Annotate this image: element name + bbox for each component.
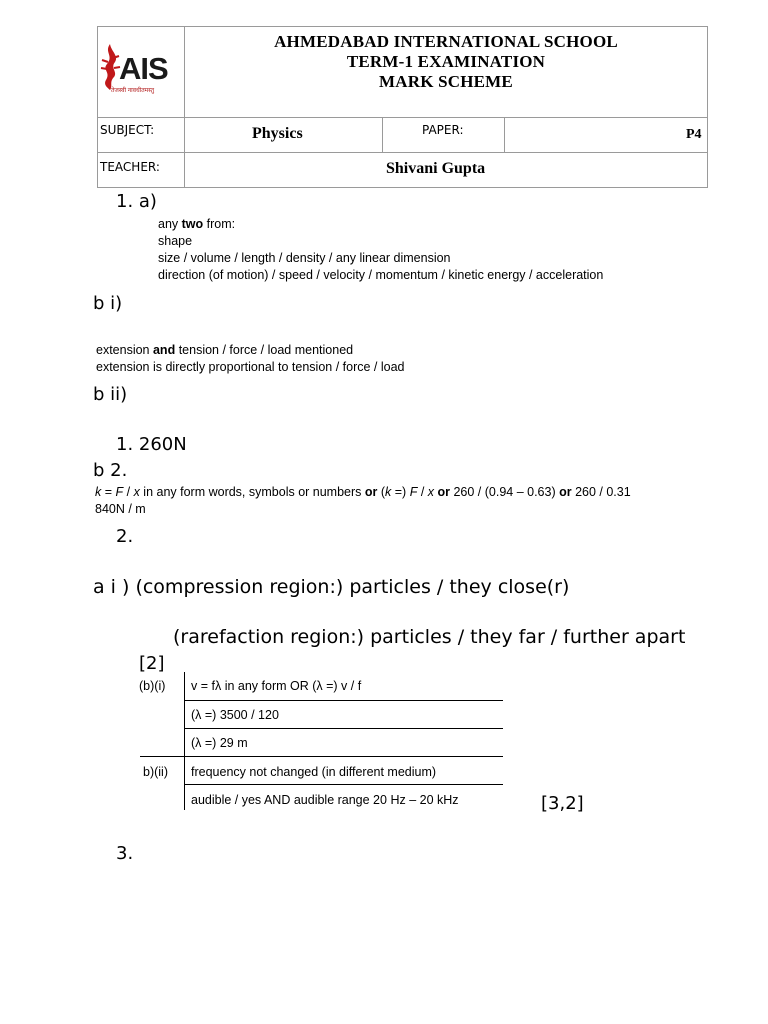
table-row: audible / yes AND audible range 20 Hz – 20 kHz (191, 793, 459, 807)
header-divider (504, 117, 505, 152)
header-divider (97, 117, 708, 118)
exam-title: TERM-1 EXAMINATION (346, 52, 546, 71)
table-row: v = fλ in any form OR (λ =) v / f (191, 679, 362, 693)
table-row-label: b)(ii) (143, 765, 168, 779)
q2ai-answer: a i ) (compression region:) particles / they close(r) (93, 576, 570, 598)
teacher-value: Shivani Gupta (386, 160, 486, 177)
table-row: frequency not changed (in different medium) (191, 765, 437, 779)
table-divider (184, 700, 503, 701)
q1a-line: direction (of motion) / speed / velocity / momentum / kinetic energy / acceleration (158, 268, 604, 282)
q1b2-line: 840N / m (95, 502, 146, 516)
logo-tagline: तेजस्वी नावधीतमस्तु (111, 88, 154, 94)
q1a-heading: 1. a) (116, 191, 157, 212)
table-divider (184, 728, 503, 729)
subject-value: Physics (252, 125, 303, 142)
q1a-line: size / volume / length / density / any linear dimension (158, 251, 451, 265)
table-row: (λ =) 3500 / 120 (191, 708, 279, 722)
q2-heading: 2. (116, 526, 134, 547)
doc-type: MARK SCHEME (379, 72, 513, 91)
subject-label: SUBJECT: (100, 123, 155, 137)
q1bii-answer: 1. 260N (116, 434, 187, 455)
flame-icon (99, 42, 121, 92)
q2-rarefaction: (rarefaction region:) particles / they far / further apart (173, 626, 686, 648)
q1b2-line: k = F / x in any form words, symbols or numbers or (k =) F / x or 260 / (0.94 – 0.63) or 260 / 0.31 (95, 485, 631, 499)
q2-marks: [2] (139, 653, 165, 674)
logo-text: AIS (119, 51, 168, 86)
q1a-line: any two from: (158, 217, 236, 231)
table-divider (184, 784, 503, 785)
school-logo (99, 40, 181, 98)
header-divider (382, 117, 383, 152)
q1bi-line: extension is directly proportional to tension / force / load (96, 360, 405, 374)
header-divider (97, 152, 708, 153)
q1a-line: shape (158, 234, 193, 248)
header-divider (184, 26, 185, 188)
paper-value: P4 (686, 127, 702, 142)
table-row-label: (b)(i) (139, 679, 166, 693)
q3-heading: 3. (116, 843, 134, 864)
q1bii-heading: b ii) (93, 384, 128, 405)
q1bi-heading: b i) (93, 293, 123, 314)
school-name: AHMEDABAD INTERNATIONAL SCHOOL (274, 32, 618, 51)
q2-marks-total: [3,2] (541, 793, 584, 814)
teacher-label: TEACHER: (100, 160, 160, 174)
q1bi-line: extension and tension / force / load mentioned (96, 343, 354, 357)
q1b2-heading: b 2. (93, 460, 128, 481)
table-row: (λ =) 29 m (191, 736, 248, 750)
table-divider (184, 672, 185, 810)
table-divider (140, 756, 503, 757)
paper-label: PAPER: (422, 123, 464, 137)
